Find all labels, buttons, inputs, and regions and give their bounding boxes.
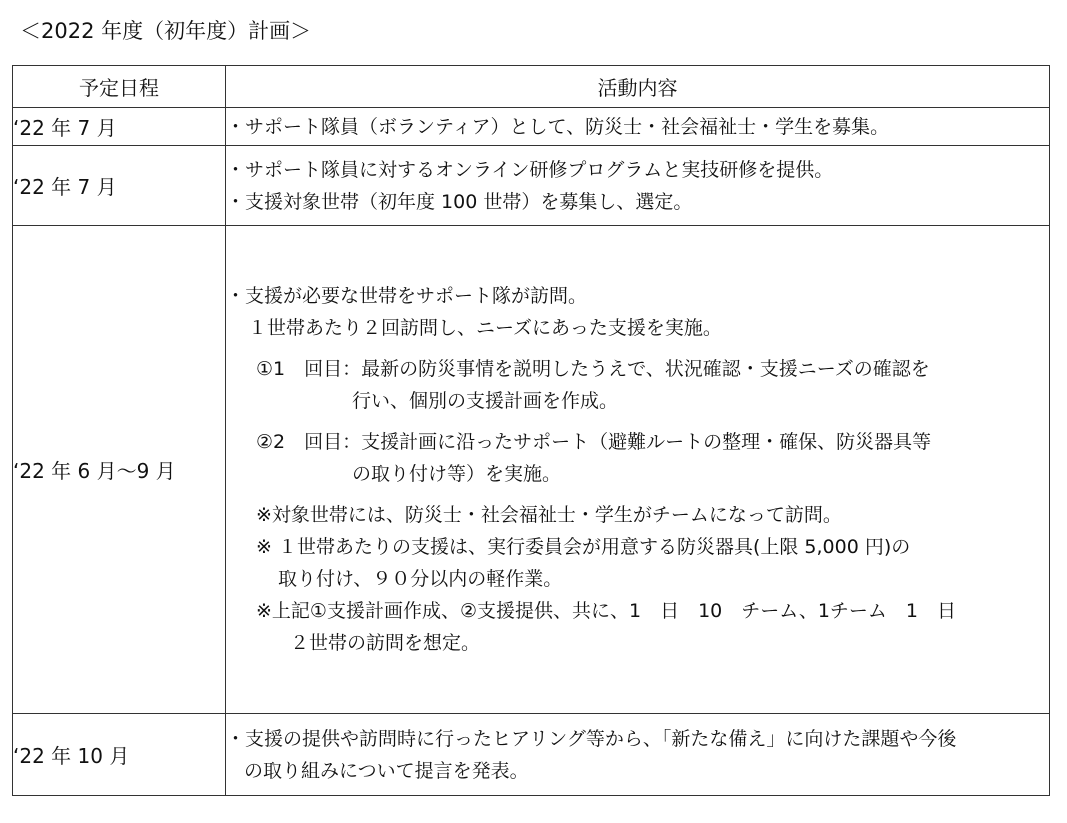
note-line: ２世帯の訪問を想定。 xyxy=(290,632,481,654)
schedule-cell: ‘22 年 6 月〜9 月 xyxy=(13,226,226,714)
table-header-row xyxy=(13,66,1050,108)
note-line: ※ １世帯あたりの支援は、実行委員会が用意する防災器具(上限 5,000 円)の xyxy=(256,536,911,558)
schedule-cell: ‘22 年 7 月 xyxy=(13,108,226,146)
activity-line: ・支援対象世帯（初年度 100 世帯）を募集し、選定。 xyxy=(226,190,693,213)
activity-cell xyxy=(226,108,1050,146)
table-row xyxy=(13,714,1050,796)
activity-cell xyxy=(226,146,1050,226)
table-row xyxy=(13,108,1050,146)
note-line: ※対象世帯には、防災士・社会福祉士・学生がチームになって訪問。 xyxy=(256,504,842,526)
activity-line: の取り組みについて提言を発表。 xyxy=(244,759,529,782)
activity-line: ・サポート隊員（ボランティア）として、防災士・社会福祉士・学生を募集。 xyxy=(226,115,890,138)
activity-line: 行い、個別の支援計画を作成。 xyxy=(352,390,619,412)
activity-line: ・支援の提供や訪問時に行ったヒアリング等から、「新たな備え」に向けた課題や今後 xyxy=(226,727,957,750)
table-row xyxy=(13,226,1050,714)
note-line: ※上記①支援計画作成、②支援提供、共に、1 日 10 チーム、1チーム 1 日 xyxy=(256,600,957,622)
column-header-activity: 活動内容 xyxy=(226,66,1050,108)
activity-line: １世帯あたり２回訪問し、ニーズにあった支援を実施。 xyxy=(248,317,722,339)
page-title: ＜2022 年度（初年度）計画＞ xyxy=(20,19,312,43)
activity-line: ①1 回目：最新の防災事情を説明したうえで、状況確認・支援ニーズの確認を xyxy=(256,358,930,380)
activity-line: ・サポート隊員に対するオンライン研修プログラムと実技研修を提供。 xyxy=(226,158,834,181)
activity-line: の取り付け等）を実施。 xyxy=(352,463,562,485)
plan-table xyxy=(12,65,1050,796)
activity-line: ・支援が必要な世帯をサポート隊が訪問。 xyxy=(226,285,588,307)
activity-cell xyxy=(226,714,1050,796)
activity-cell xyxy=(226,226,1050,714)
schedule-cell: ‘22 年 10 月 xyxy=(13,714,226,796)
schedule-cell: ‘22 年 7 月 xyxy=(13,146,226,226)
column-header-schedule: 予定日程 xyxy=(13,66,226,108)
note-line: 取り付け、９０分以内の軽作業。 xyxy=(278,568,563,590)
table-row xyxy=(13,146,1050,226)
activity-line: ②2 回目：支援計画に沿ったサポート（避難ルートの整理・確保、防災器具等 xyxy=(256,431,932,453)
